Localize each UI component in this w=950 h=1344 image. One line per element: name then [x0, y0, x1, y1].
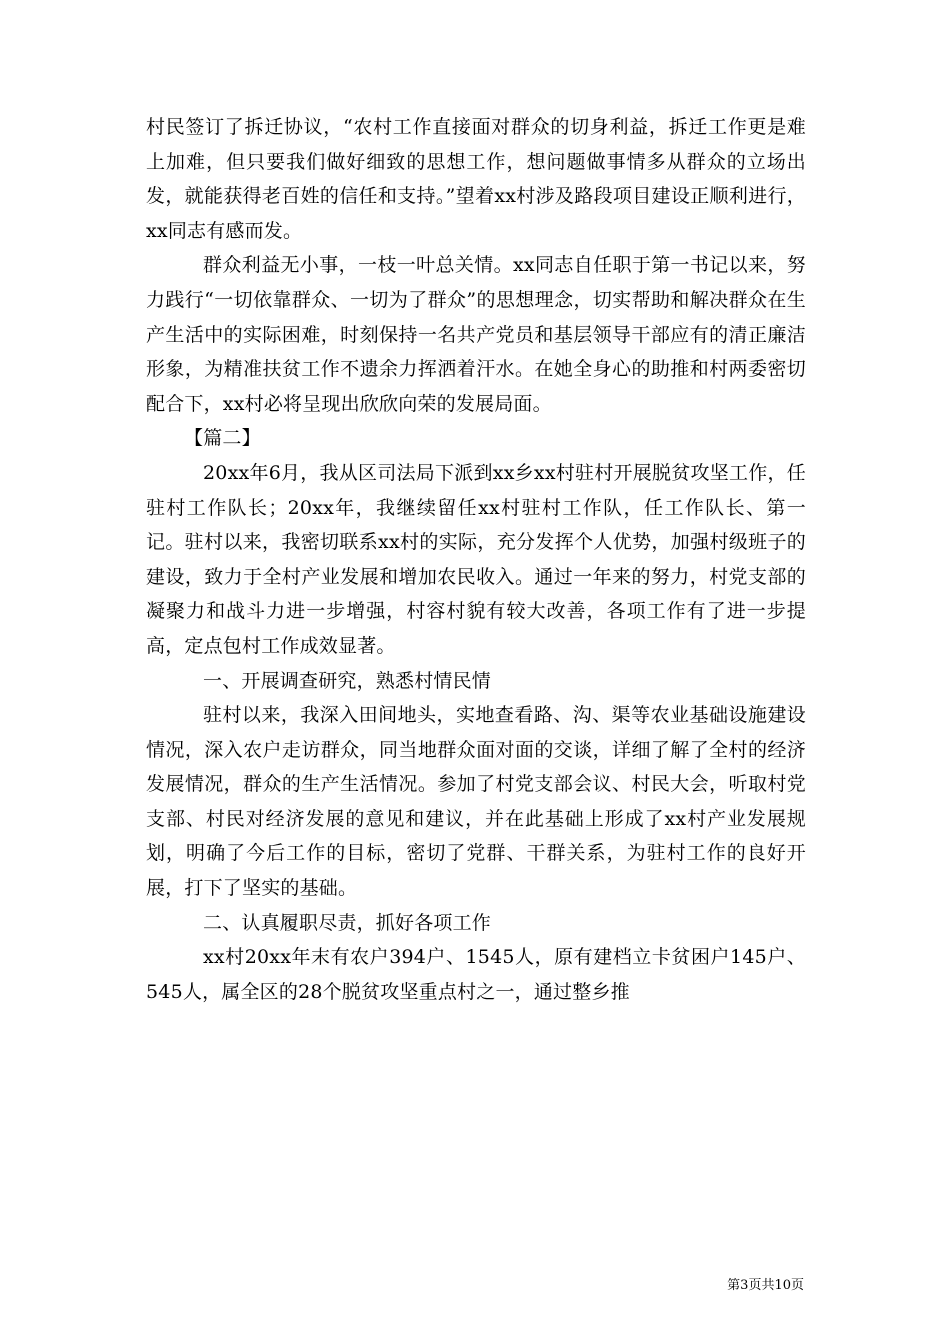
document-body: [146, 110, 806, 1009]
paragraph-mass-interests: 群众利益无小事，一枝一叶总关情。xx同志自任职于第一书记以来，努力践行“一切依靠群众、一切为了群众”的思想理念，切实帮助和解决群众在生产生活中的实际困难，时刻保持一名共产党员和基层领导干部应有的清正廉洁形象，为精准扶贫工作不遗余力挥洒着汗水。在她全身心的助推和村两委密切配合下，xx村必将呈现出欣欣向荣的发展局面。: [146, 254, 806, 415]
paragraph-continuation: 村民签订了拆迁协议，“农村工作直接面对群众的切身利益，拆迁工作更是难上加难，但只要我们做好细致的思想工作，想问题做事情多从群众的立场出发，就能获得老百姓的信任和支持。”望着xx村涉及路段项目建设正顺利进行，xx同志有感而发。: [146, 116, 806, 242]
section-heading-part-two: 【篇二】: [184, 427, 261, 450]
paragraph-assignment-intro: 20xx年6月，我从区司法局下派到xx乡xx村驻村开展脱贫攻坚工作，任驻村工作队长；20xx年，我继续留任xx村驻村工作队，任工作队长、第一记。驻村以来，我密切联系xx村的实际，充分发挥个人优势，加强村级班子的建设，致力于全村产业发展和增加农民收入。通过一年来的努力，村党支部的凝聚力和战斗力进一步增强，村容村貌有较大改善，各项工作有了进一步提高，定点包村工作成效显著。: [146, 461, 806, 657]
paragraph-village-stats: xx村20xx年末有农户394户、1545人，原有建档立卡贫困户145户、545人，属全区的28个脱贫攻坚重点村之一，通过整乡推: [146, 946, 806, 1003]
subheading-research: 一、开展调查研究，熟悉村情民情: [203, 669, 492, 692]
page-number-footer: 第3页共10页: [727, 1278, 804, 1293]
subheading-duties: 二、认真履职尽责，抓好各项工作: [203, 911, 492, 934]
paragraph-research: 驻村以来，我深入田间地头，实地查看路、沟、渠等农业基础设施建设情况，深入农户走访群众，同当地群众面对面的交谈，详细了解了全村的经济发展情况，群众的生产生活情况。参加了村党支部会议、村民大会，听取村党支部、村民对经济发展的意见和建议，并在此基础上形成了xx村产业发展规划，明确了今后工作的目标，密切了党群、干群关系，为驻村工作的良好开展，打下了坚实的基础。: [146, 704, 806, 900]
